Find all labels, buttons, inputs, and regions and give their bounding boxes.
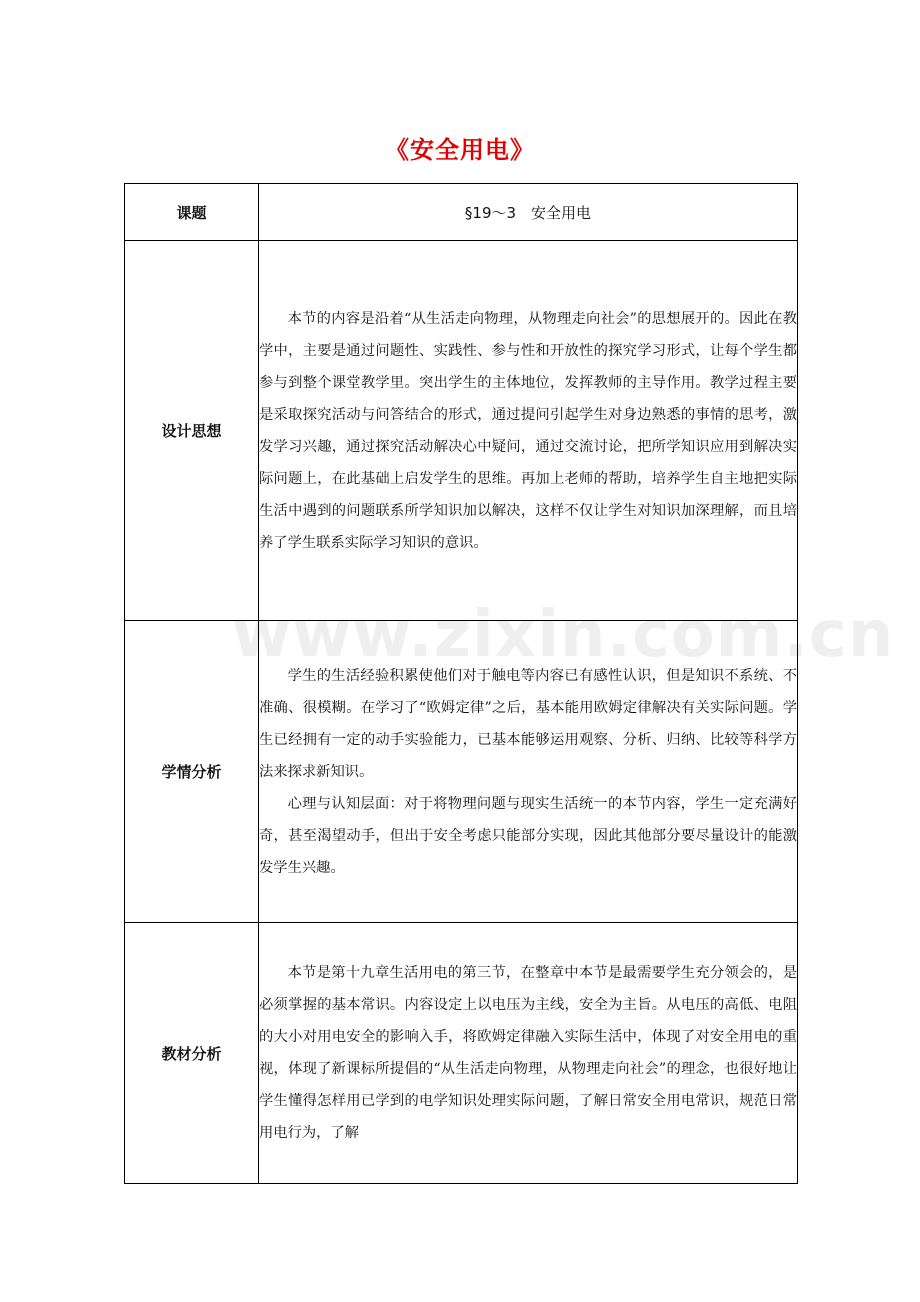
lesson-plan-table [124, 183, 798, 1184]
textbook-analysis-paragraph: 本节是第十九章生活用电的第三节，在整章中本节是最需要学生充分领会的，是必须掌握的基本常识。内容设定上以电压为主线，安全为主旨。从电压的高低、电阻的大小对用电安全的影响入手，将欧姆定律融入实际生活中，体现了对安全用电的重视，体现了新课标所提倡的“从生活走向物理，从物理走向社会”的理念，也很好地让学生懂得怎样用已学到的电学知识处理实际问题，了解日常安全用电常识，规范日常用电行为，了解 [259, 965, 797, 1141]
document-title: 《安全用电》 [385, 136, 535, 164]
table-row-student-analysis [125, 621, 798, 923]
table-row-textbook-analysis [125, 923, 798, 1184]
design-idea-paragraph: 本节的内容是沿着“从生活走向物理，从物理走向社会”的思想展开的。因此在教学中，主要是通过问题性、实践性、参与性和开放性的探究学习形式，让每个学生都参与到整个课堂教学里。突出学生的主体地位，发挥教师的主导作用。教学过程主要是采取探究活动与问答结合的形式，通过提问引起学生对身边熟悉的事情的思考，激发学习兴趣，通过探究活动解决心中疑问，通过交流讨论，把所学知识应用到解决实际问题上，在此基础上启发学生的思维。再加上老师的帮助，培养学生自主地把实际生活中遇到的问题联系所学知识加以解决，这样不仅让学生对知识加深理解，而且培养了学生联系实际学习知识的意识。 [259, 310, 797, 551]
design-idea-label: 设计思想 [161, 422, 222, 440]
topic-value: §19～3 安全用电 [464, 203, 592, 222]
topic-label: 课题 [176, 203, 207, 222]
row-label-cell [125, 923, 259, 1184]
watermark: www.zixin.com.cn [232, 598, 895, 672]
student-analysis-label: 学情分析 [161, 763, 222, 781]
header-value-cell [259, 184, 798, 241]
row-content-cell [259, 621, 798, 923]
textbook-analysis-label: 教材分析 [161, 1044, 222, 1063]
table-row-design-idea [125, 241, 798, 621]
header-label-cell [125, 184, 259, 241]
table-row-header [125, 184, 798, 241]
student-analysis-paragraph-1: 学生的生活经验积累使他们对于触电等内容已有感性认识，但是知识不系统、不准确、很模糊。在学习了“欧姆定律”之后，基本能用欧姆定律解决有关实际问题。学生已经拥有一定的动手实验能力，已基本能够运用观察、分析、归纳、比较等科学方法来探求新知识。 [259, 667, 797, 780]
row-label-cell [125, 241, 259, 621]
student-analysis-paragraph-2: 心理与认知层面：对于将物理问题与现实生活统一的本节内容，学生一定充满好奇，甚至渴望动手，但出于安全考虑只能部分实现，因此其他部分要尽量设计的能激发学生兴趣。 [259, 795, 797, 876]
row-content-cell [259, 923, 798, 1184]
row-content-cell [259, 241, 798, 621]
row-label-cell [125, 621, 259, 923]
